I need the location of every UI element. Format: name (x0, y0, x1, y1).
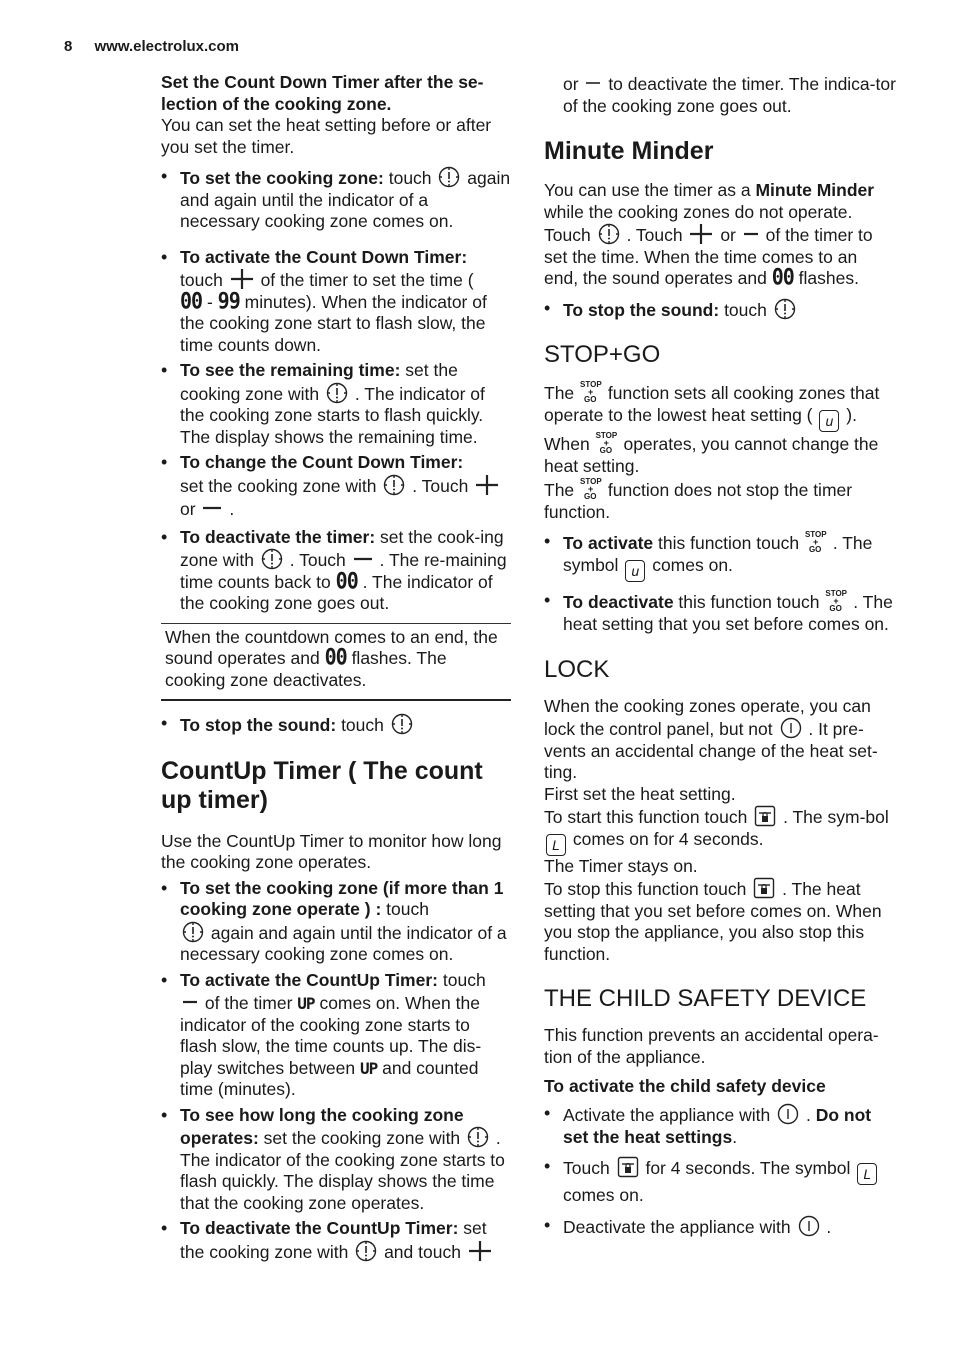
body-text: First set the heat setting. (544, 783, 736, 804)
heat-setting-u-symbol: u (625, 560, 645, 582)
child-safety-text: This function prevents an accidental opera-tion of the appliance. (544, 1025, 879, 1067)
note-box (161, 623, 511, 702)
timer-icon (391, 713, 413, 735)
section-title-stop-go: STOP+GO (544, 341, 661, 368)
body-text: You can use the timer as a (544, 180, 751, 200)
display-00: 00 (180, 287, 203, 314)
step-text: Activate the appliance with (563, 1105, 771, 1125)
step-text: set the cooking zone with (180, 360, 458, 404)
list-item (544, 531, 896, 582)
timer-icon (383, 474, 405, 496)
stop-go-icon-go: GO (599, 446, 613, 455)
list-item (544, 298, 896, 322)
timer-icon (326, 382, 348, 404)
stop-go-icon (579, 381, 603, 405)
list-item (161, 527, 511, 615)
right-column (544, 72, 896, 1238)
stop-go-icon (804, 531, 828, 555)
minus-icon (202, 497, 222, 519)
step-label: To activate the CountUp Timer: (180, 969, 438, 990)
step-text: of the timer to set the time ( (260, 270, 474, 290)
section-title-minute-minder: Minute Minder (544, 137, 714, 165)
step-text: . (229, 499, 235, 519)
step-text: . The re-maining time counts back to (180, 550, 507, 592)
minus-icon (743, 223, 759, 245)
body-text: When you stop the appliance, you also stop this function. (544, 900, 882, 964)
list-item (161, 360, 511, 448)
website-url: www.electrolux.com (94, 38, 240, 55)
step-text: comes on. (563, 1185, 644, 1205)
step-text: touch (724, 299, 767, 320)
step-text: again and again until the indicator of a necessary cooking zone comes on. (180, 922, 507, 964)
step-text: . The symbol (563, 533, 873, 575)
step-label: To activate the Count Down Timer: (180, 246, 468, 267)
countup-steps (161, 878, 511, 1264)
child-safety-subtitle: To activate the child safety device (544, 1076, 826, 1096)
step-text: this function touch (678, 592, 820, 612)
lock-l-symbol: L (857, 1163, 877, 1185)
stop-go-icon-plus: + (812, 537, 819, 547)
countdown-intro-title: Set the Count Down Timer after the se-lection of the cooking zone. (161, 72, 484, 114)
stop-go-icon-stop: STOP (580, 476, 602, 486)
step-text: touch (180, 270, 223, 290)
timer-icon (598, 223, 620, 245)
child-safety-steps (544, 1103, 896, 1238)
stop-go-icon-stop: STOP (580, 380, 602, 389)
stop-go-icon-go: GO (808, 545, 822, 554)
step-text: for 4 seconds. The symbol (645, 1158, 851, 1178)
step-text: . The indicator of the cooking zone starts to flash quickly. The display shows the time that the cooking zone operates. (180, 1128, 505, 1213)
plus-icon (475, 474, 499, 496)
list-item (161, 1105, 511, 1215)
display-00: 00 (771, 263, 794, 291)
step-label: To set the cooking zone (if more than 1 cooking zone operate ) : (180, 877, 504, 919)
lock-l-symbol: L (546, 834, 566, 856)
stop-go-icon-plus: + (588, 387, 594, 397)
step-text: . (732, 1126, 738, 1147)
body-text-bold: Minute Minder (755, 180, 875, 200)
step-text: . The indicator of the cooking zone starts to flash quickly. The display shows the remaining time. (180, 383, 485, 447)
step-text: comes on. When the indicator of the cooking zone starts to flash slow, the time counts up. The dis-play switches between (180, 993, 482, 1078)
lock-icon (754, 805, 776, 827)
page-number: 8 (64, 38, 73, 55)
page-header (64, 38, 239, 55)
body-text: function does not stop the timer function. (544, 479, 853, 522)
list-item (161, 452, 511, 521)
body-text: or (720, 225, 736, 245)
list-item (161, 1218, 511, 1263)
step-text: again and again until the indicator of a necessary cooking zone comes on. (180, 168, 511, 231)
step-text: . (826, 1216, 832, 1237)
body-text: function sets all cooking zones that operate to the lowest heat setting ( (544, 383, 880, 425)
step-text: . The indicator of the cooking zone goes out. (180, 571, 493, 613)
step-label: To activate (563, 533, 654, 553)
list-item (161, 247, 511, 357)
body-text: . The heat setting that you set before comes on. (544, 879, 861, 921)
step-text: set the cooking zone with (263, 1128, 461, 1148)
display-00: 00 (335, 567, 358, 594)
step-text: . Touch (412, 475, 469, 496)
step-label: To stop the sound: (180, 715, 337, 735)
stop-go-icon-plus: + (833, 596, 839, 606)
step-text: set the cook-ing zone with (180, 526, 504, 570)
timer-icon (467, 1126, 489, 1148)
body-text: The (544, 383, 575, 403)
step-label: To deactivate (563, 592, 674, 612)
step-text: this function touch (658, 533, 800, 553)
stop-go-icon (824, 590, 848, 614)
note-text: flashes. The cooking zone deactivates. (165, 648, 447, 690)
step-text: Touch (563, 1158, 610, 1178)
step-label: To see the remaining time: (180, 360, 401, 380)
step-text: set the cooking zone with (180, 1218, 487, 1262)
note-text: When the countdown comes to an end, the sound operates and (165, 626, 498, 668)
step-text: or (180, 499, 196, 519)
lock-icon (617, 1156, 639, 1178)
step-label: To deactivate the timer: (180, 526, 376, 547)
minute-minder-text (544, 180, 896, 290)
step-text: to deactivate the timer. The indica-tor of the cooking zone goes out. (563, 74, 896, 116)
step-text: touch (388, 168, 432, 188)
display-99: 99 (217, 287, 240, 314)
step-text: and touch (384, 1241, 461, 1262)
continued-step (544, 72, 896, 117)
stop-go-icon-stop: STOP (595, 431, 618, 440)
countup-text: Use the CountUp Timer to monitor how long the cooking zone operates. (161, 830, 502, 872)
list-item (544, 590, 896, 636)
list-item (161, 713, 511, 737)
step-text: touch (341, 715, 384, 735)
timer-icon (355, 1240, 377, 1262)
step-text: set the cooking zone with (180, 475, 377, 496)
list-item (544, 1103, 896, 1148)
lock-text (544, 696, 896, 966)
step-text: - (206, 291, 213, 312)
stop-go-icon-plus: + (588, 483, 594, 494)
sound-steps (161, 713, 511, 737)
body-text: comes on for 4 seconds. (572, 828, 764, 849)
step-text: . The heat setting that you set before comes on. (563, 592, 893, 634)
list-item (544, 1156, 896, 1207)
stop-go-icon-stop: STOP (825, 589, 847, 598)
on-off-icon (780, 717, 802, 739)
body-text: The Timer stays on. (544, 855, 698, 876)
minus-icon (182, 991, 198, 1013)
stop-go-text (544, 381, 896, 523)
minus-icon (353, 548, 373, 570)
plus-icon (689, 223, 713, 245)
body-text: . It pre-vents an accidental change of the heat set-ting. (544, 719, 878, 782)
step-text: and counted time (minutes). (180, 1057, 479, 1099)
on-off-icon (798, 1215, 820, 1237)
stop-go-icon (579, 478, 603, 502)
body-text: When the cooking zones operate, you can lock the control panel, but not (544, 695, 871, 739)
body-text: To start this function touch (544, 807, 748, 827)
timer-icon (774, 298, 796, 320)
stop-go-icon-go: GO (584, 395, 597, 404)
heat-setting-u-symbol: u (819, 410, 839, 432)
left-column (161, 72, 511, 1263)
plus-icon (468, 1240, 492, 1262)
on-off-icon (777, 1103, 799, 1125)
body-text: while the cooking zones do not operate. (544, 201, 853, 222)
section-title-lock: LOCK (544, 655, 610, 683)
step-text: minutes). When the indicator of the cooking zone start to flash slow, the time counts down. (180, 291, 487, 355)
timer-icon (182, 921, 204, 943)
stop-go-steps (544, 531, 896, 636)
step-text: comes on. (652, 555, 733, 575)
step-label: To change the Count Down Timer: (180, 452, 464, 472)
lock-icon (753, 877, 775, 899)
body-text: To stop this function touch (544, 879, 747, 899)
step-text: touch (386, 899, 429, 919)
countdown-steps (161, 166, 511, 615)
timer-icon (438, 166, 460, 188)
display-up: UP (297, 994, 315, 1013)
step-text: Deactivate the appliance with (563, 1216, 791, 1237)
step-text: or (563, 74, 579, 94)
stop-go-icon-plus: + (603, 438, 609, 448)
step-label: To stop the sound: (563, 299, 720, 320)
list-item (161, 878, 511, 966)
body-text: of the timer to set the time. When the time comes to an end, the sound operates and (544, 225, 873, 288)
section-title-child-safety: THE CHILD SAFETY DEVICE (544, 985, 867, 1012)
body-text: When (544, 434, 590, 454)
step-label: To see how long the cooking zone operates: (180, 1104, 464, 1148)
body-text: flashes. (798, 268, 859, 288)
stop-go-icon-stop: STOP (804, 530, 827, 539)
step-label: Do not set the heat settings (563, 1105, 872, 1147)
list-item (544, 1215, 896, 1239)
body-text: Touch (544, 225, 591, 245)
countdown-intro-text: You can set the heat setting before or after you set the timer. (161, 115, 492, 157)
body-text: The (544, 479, 575, 500)
step-text: . (805, 1105, 811, 1125)
display-up: UP (359, 1058, 378, 1078)
minute-minder-steps (544, 298, 896, 322)
section-title-countup: CountUp Timer ( The count up timer) (161, 756, 483, 814)
plus-icon (230, 268, 254, 290)
step-text: . Touch (289, 550, 346, 570)
step-text: touch (442, 969, 486, 990)
step-text: of the timer (204, 993, 293, 1013)
stop-go-icon-go: GO (829, 604, 842, 613)
body-text: ). (846, 405, 857, 425)
step-label: To deactivate the CountUp Timer: (180, 1218, 459, 1238)
stop-go-icon-go: GO (584, 491, 597, 501)
body-text: . The sym-bol (783, 807, 889, 827)
body-text: . Touch (626, 225, 683, 245)
timer-icon (261, 548, 283, 570)
list-item (161, 970, 511, 1101)
step-label: To set the cooking zone: (180, 168, 384, 188)
list-item (161, 166, 511, 233)
minus-icon (585, 72, 601, 94)
body-text: operates, you cannot change the heat setting. (544, 434, 879, 476)
display-00: 00 (324, 643, 347, 671)
stop-go-icon (595, 432, 619, 456)
